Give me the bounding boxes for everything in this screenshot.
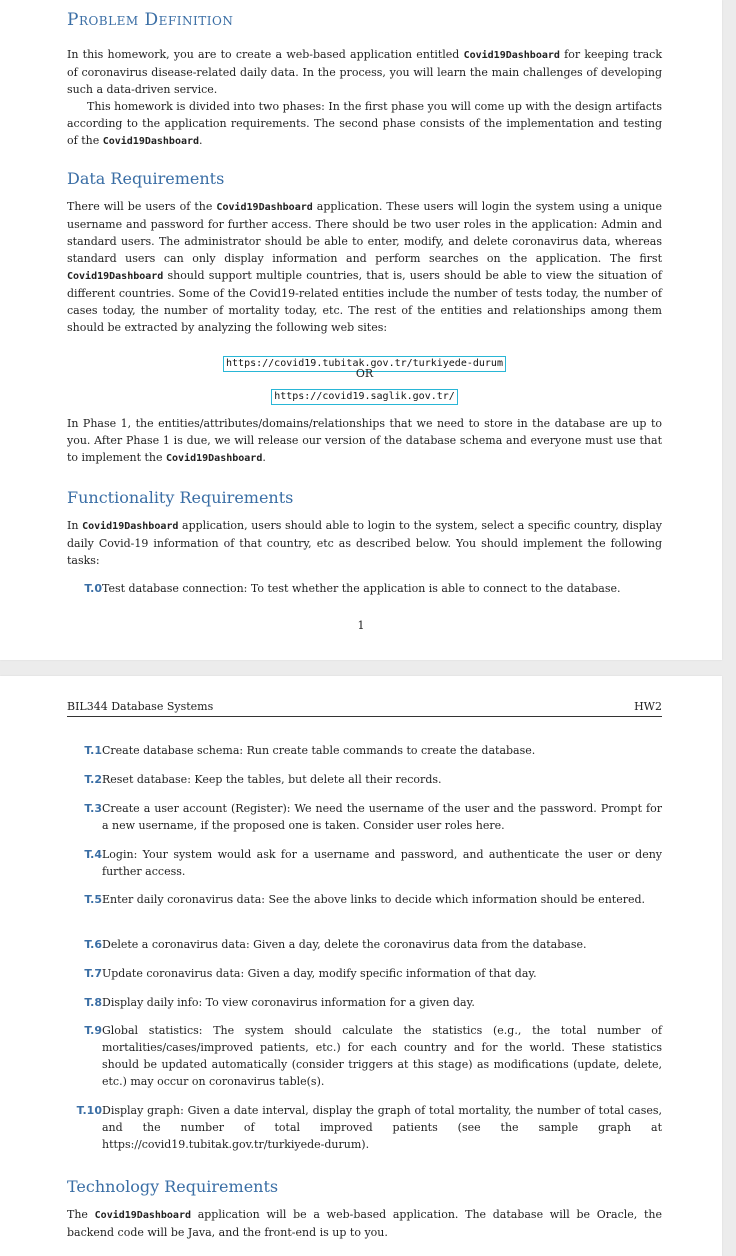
task-item-t9 [67, 1022, 662, 1090]
task-text: Test database connection: To test whether the application is able to connect to the database. [102, 582, 621, 595]
task-text: Display graph: Given a date interval, display the graph of total mortality, the number of total cases, and the number of total improved patients (see the sample graph at https://covid19.tubitak.gov.tr/turkiyede-durum). [102, 1104, 662, 1151]
heading-technology-requirements: Technology Requirements [67, 1177, 279, 1196]
app-name: Covid19Dashboard [166, 453, 263, 464]
intro-paragraph-2: This homework is divided into two phases: In the first phase you will come up with the design artifacts according to the application requirements. The second phase consists of the implementation and testing of the Covid19Dashboard. [67, 100, 662, 147]
task-text: Global statistics: The system should calculate the statistics (e.g., the total number of mortalities/cases/improved patients, etc.) for each country and for the world. These statistics should be updated automatically (consider triggers at this stage) as modifications (update, delete, etc.) may occur on coronavirus table(s). [102, 1024, 662, 1088]
task-id: T.1 [84, 744, 102, 757]
app-name: Covid19Dashboard [94, 1210, 191, 1221]
task-id: T.4 [84, 848, 102, 861]
task-text: Delete a coronavirus data: Given a day, delete the coronavirus data from the database. [102, 938, 587, 951]
task-id: T.2 [84, 773, 102, 786]
running-header [67, 700, 662, 717]
homework-label: HW2 [634, 700, 662, 713]
task-id: T.0 [84, 582, 102, 595]
task-id: T.10 [76, 1104, 102, 1117]
task-item-t1 [67, 742, 662, 759]
link-tubitak[interactable]: https://covid19.tubitak.gov.tr/turkiyede-durum [223, 356, 506, 372]
task-item-t8 [67, 994, 662, 1011]
task-id: T.5 [84, 893, 102, 906]
data-requirements-paragraph: There will be users of the Covid19Dashboard application. These users will login the system using a unique username and password for further access. There should be two user roles in the application: Admin and standard users. The administrator should be able to enter, modify, and delete coronavirus data, whereas standard users can only display information and perform searches on the application. The first Covid19Dashboard should support multiple countries, that is, users should be able to view the situation of different countries. Some of the Covid19-related entities include the number of tests today, the number of cases today, the number of mortality today, etc. The rest of the entities and relationships among them should be extracted by analyzing the following web sites: [67, 200, 662, 334]
heading-data-requirements: Data Requirements [67, 169, 225, 188]
task-item-t0 [67, 580, 662, 597]
task-item-t6 [67, 936, 662, 953]
task-item-t3 [67, 800, 662, 834]
task-id: T.6 [84, 938, 102, 951]
phase-paragraph: In Phase 1, the entities/attributes/domains/relationships that we need to store in the database are up to you. After Phase 1 is due, we will release our version of the database schema and everyone must use that to implement the Covid19Dashboard. [67, 417, 662, 464]
section-title-problem-definition: Problem Definition [67, 10, 234, 30]
task-text: Enter daily coronavirus data: See the above links to decide which information should be entered. [102, 893, 646, 906]
technology-paragraph: The Covid19Dashboard application will be a web-based application. The database will be Oracle, the backend code will be Java, and the front-end is up to you. [67, 1208, 662, 1239]
task-id: T.8 [84, 996, 102, 1009]
task-item-t2 [67, 771, 662, 788]
or-separator: OR [355, 367, 374, 380]
functionality-paragraph: In Covid19Dashboard application, users should able to login to the system, select a specific country, display daily Covid-19 information of that country, etc as described below. You should implement the following tasks: [67, 519, 662, 567]
task-item-t4 [67, 846, 662, 880]
app-name: Covid19Dashboard [102, 136, 200, 147]
heading-functionality-requirements: Functionality Requirements [67, 488, 294, 507]
course-name: BIL344 Database Systems [67, 700, 214, 713]
app-name: Covid19Dashboard [216, 202, 313, 213]
document-page-2 [0, 676, 722, 1256]
task-id: T.3 [84, 802, 102, 815]
task-text: Login: Your system would ask for a username and password, and authenticate the user or deny further access. [102, 848, 662, 878]
task-item-t5 [67, 891, 662, 908]
page-number: 1 [357, 619, 365, 632]
app-name: Covid19Dashboard [463, 50, 560, 61]
task-id: T.9 [84, 1024, 102, 1037]
task-text: Display daily info: To view coronavirus information for a given day. [102, 996, 475, 1009]
task-text: Reset database: Keep the tables, but delete all their records. [102, 773, 442, 786]
task-text: Create database schema: Run create table commands to create the database. [102, 744, 536, 757]
task-id: T.7 [84, 967, 102, 980]
app-name: Covid19Dashboard [82, 521, 179, 532]
task-text: Create a user account (Register): We need the username of the user and the password. Prompt for a new username, if the proposed one is taken. Consider user roles here. [102, 802, 662, 832]
task-item-t7 [67, 965, 662, 982]
intro-paragraph-1: In this homework, you are to create a web-based application entitled Covid19Dashboard for keeping track of coronavirus disease-related daily data. In the process, you will learn the main challenges of developing such a data-driven service. [67, 48, 662, 96]
task-text: Update coronavirus data: Given a day, modify specific information of that day. [102, 967, 537, 980]
task-item-t10 [67, 1102, 662, 1153]
app-name: Covid19Dashboard [67, 271, 164, 282]
link-saglik[interactable]: https://covid19.saglik.gov.tr/ [271, 389, 458, 405]
